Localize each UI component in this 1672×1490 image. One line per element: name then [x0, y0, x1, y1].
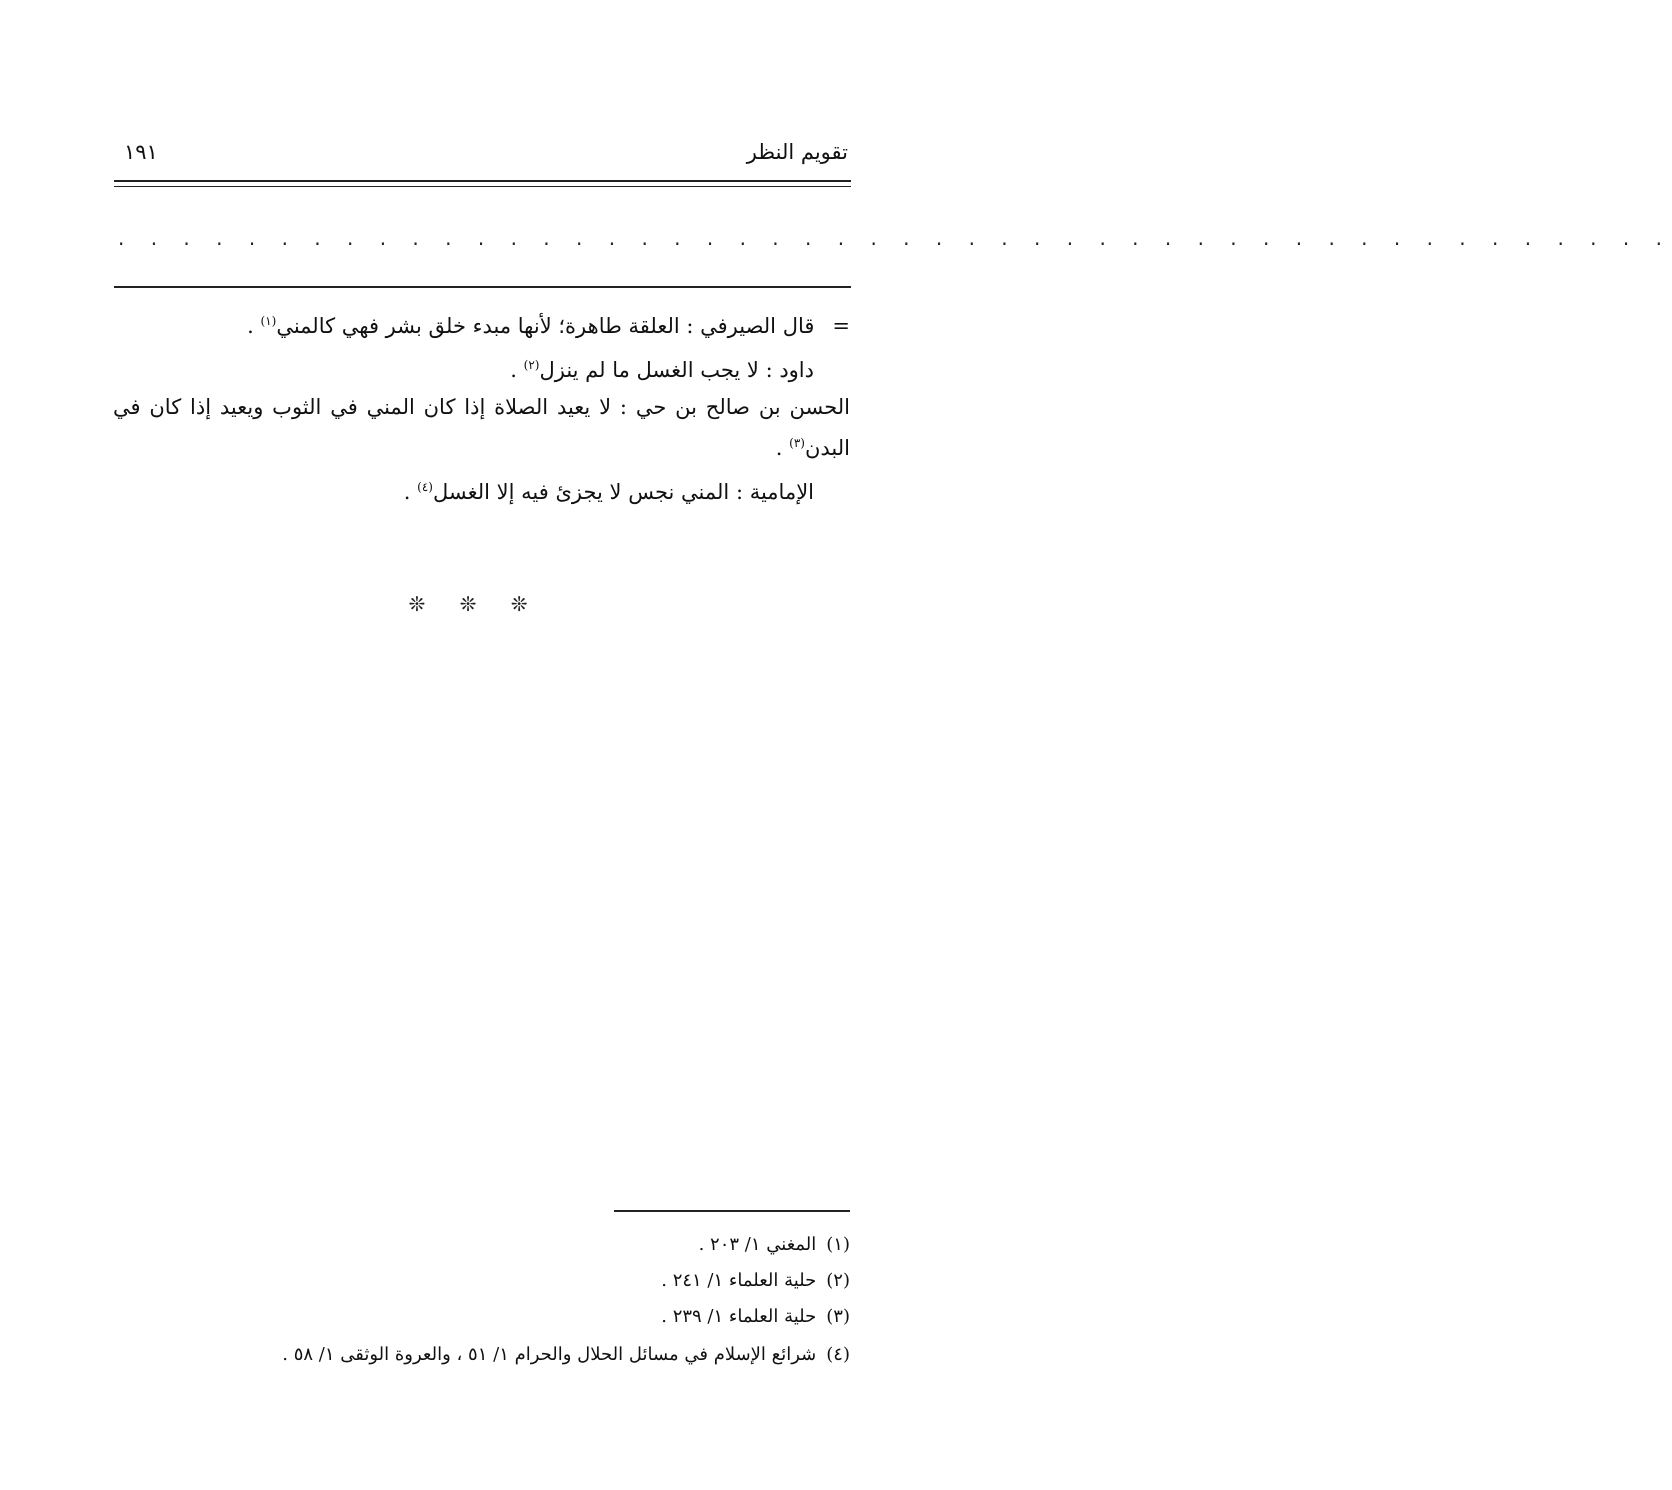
footnote-ref-2[interactable]: (٢): [523, 358, 540, 372]
continuation-mark: =: [832, 314, 850, 338]
footnote-ref-4[interactable]: (٤): [417, 480, 433, 494]
body-line-3: [113, 392, 850, 422]
footnote-1-text: المغني ١/ ٢٠٣ .: [698, 1234, 817, 1255]
body-line-2-end: .: [510, 358, 524, 382]
body-line-2-text: داود : لا يجب الغسل ما لم ينزل: [539, 358, 814, 382]
body-line-5-text: الإمامية : المني نجس لا يجزئ فيه إلا الغسل: [432, 480, 814, 504]
footnote-4: [282, 1342, 850, 1368]
footnote-rule: [614, 1210, 850, 1212]
footnote-2-num: (٢): [826, 1270, 850, 1291]
footnote-3-text: حلية العلماء ١/ ٢٣٩ .: [661, 1306, 817, 1327]
body-line-5: [404, 472, 814, 507]
header-rule-thick: [114, 180, 851, 182]
body-line-1: [247, 306, 850, 341]
footnote-2: [661, 1268, 850, 1294]
footnote-3: [661, 1304, 850, 1330]
footnote-ref-3[interactable]: (٣): [789, 436, 805, 450]
section-separator-stars: ❊ ❊ ❊: [408, 592, 542, 616]
body-line-1-text: قال الصيرفي : العلقة طاهرة؛ لأنها مبدء خلق بشر فهي كالمني: [276, 314, 815, 338]
body-line-1-end: .: [247, 314, 261, 338]
body-line-4: [776, 428, 850, 463]
body-line-3-text: الحسن بن صالح بن حي : لا يعيد الصلاة إذا كان المني في الثوب ويعيد إذا كان في: [113, 395, 850, 419]
footnote-1-num: (١): [826, 1234, 850, 1255]
page-number: ١٩١: [124, 140, 158, 164]
body-line-4-end: .: [775, 436, 790, 460]
footnote-4-text: شرائع الإسلام في مسائل الحلال والحرام ١/ ٥١ ، والعروة الوثقى ١/ ٥٨ .: [282, 1344, 817, 1365]
footnote-3-num: (٣): [826, 1306, 850, 1327]
dotted-omission-line: . . . . . . . . . . . . . . . . . . . . . . . . . . . . . . . . . . . . . . . . . . . . . . . .: [118, 226, 1672, 250]
body-line-2: [510, 350, 814, 385]
section-rule: [114, 286, 851, 288]
footnote-2-text: حلية العلماء ١/ ٢٤١ .: [661, 1270, 817, 1291]
footnote-ref-1[interactable]: (١): [260, 314, 277, 328]
body-line-4-text: البدن: [804, 436, 850, 460]
body-line-5-end: .: [403, 480, 418, 504]
footnote-1: [699, 1232, 850, 1258]
header-rule-thin: [114, 186, 851, 187]
footnote-4-num: (٤): [826, 1344, 850, 1365]
running-title: تقويم النظر: [746, 140, 848, 164]
